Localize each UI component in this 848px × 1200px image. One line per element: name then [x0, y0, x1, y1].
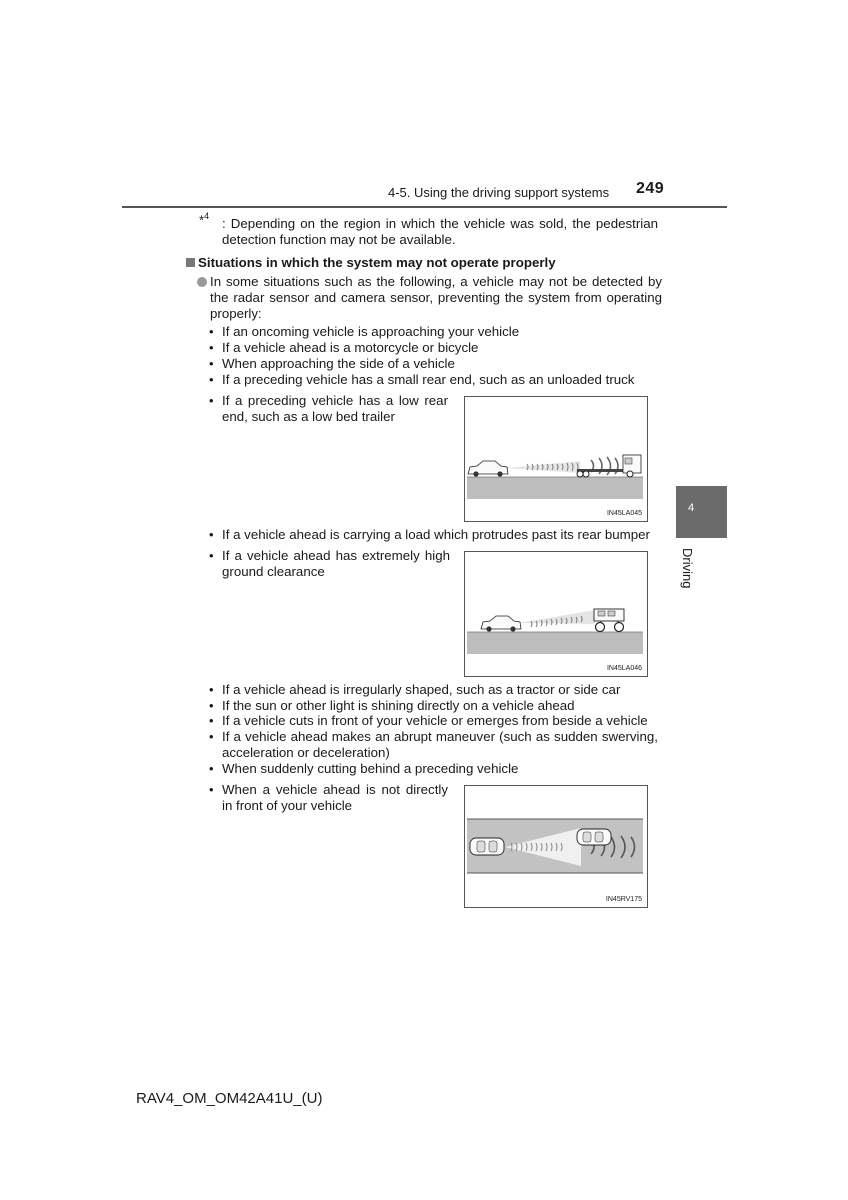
illustration-low-bed-trailer: [464, 396, 648, 522]
list-item: If a vehicle ahead is irregularly shaped, such as a tractor or side car: [222, 682, 621, 697]
list-item: If the sun or other light is shining directly on a vehicle ahead: [222, 698, 575, 713]
figure-code: IN45LA045: [606, 510, 642, 517]
bullet-dot-icon: •: [209, 761, 214, 776]
list-item: If a vehicle ahead has extremely high ground clearance: [222, 548, 450, 579]
bullet-dot-icon: •: [209, 698, 214, 713]
bullet-dot-icon: •: [209, 713, 214, 728]
document-code-footer: RAV4_OM_OM42A41U_(U): [136, 1090, 323, 1107]
footnote-marker: *$^4$: [199, 211, 210, 228]
page-number: 249: [636, 180, 665, 197]
intro-paragraph: In some situations such as the following, a vehicle may not be detected by the radar sensor and camera sensor, preventing the system from operating properly:: [210, 274, 662, 321]
bullet-dot-icon: •: [209, 324, 214, 339]
list-item: If a vehicle ahead is carrying a load which protrudes past its rear bumper: [222, 527, 650, 542]
square-bullet-icon: [186, 258, 195, 267]
offset-vehicle-illustration: [465, 786, 647, 907]
section-title-text: Situations in which the system may not operate properly: [198, 255, 556, 270]
list-item: If a vehicle ahead is a motorcycle or bicycle: [222, 340, 479, 355]
circle-bullet-icon: [197, 277, 207, 287]
bullet-dot-icon: •: [209, 340, 214, 355]
illustration-high-clearance-vehicle: [464, 551, 648, 677]
list-item: If a preceding vehicle has a small rear end, such as an unloaded truck: [222, 372, 635, 387]
section-title: [186, 255, 556, 271]
bullet-dot-icon: •: [209, 548, 214, 563]
list-item: When approaching the side of a vehicle: [222, 356, 455, 371]
list-item: If an oncoming vehicle is approaching your vehicle: [222, 324, 520, 339]
list-item: When a vehicle ahead is not directly in front of your vehicle: [222, 782, 448, 813]
list-item: If a preceding vehicle has a low rear end, such as a low bed trailer: [222, 393, 448, 424]
footnote-number: 4: [204, 211, 210, 221]
list-item: When suddenly cutting behind a preceding vehicle: [222, 761, 519, 776]
bullet-dot-icon: •: [209, 682, 214, 697]
footnote-text: : Depending on the region in which the vehicle was sold, the pedestrian detection function may not be available.: [222, 216, 658, 247]
figure-code: IN45LA046: [606, 665, 642, 672]
bullet-dot-icon: •: [209, 729, 214, 744]
bullet-dot-icon: •: [209, 356, 214, 371]
header-rule: [122, 206, 727, 208]
chapter-tab-number: 4: [687, 502, 695, 514]
chapter-tab-label: Driving: [680, 548, 695, 589]
figure-code: IN45RV175: [605, 896, 642, 903]
bullet-dot-icon: •: [209, 782, 214, 797]
list-item: If a vehicle ahead makes an abrupt maneuver (such as sudden swerving, acceleration or deceleration): [222, 729, 658, 760]
bullet-dot-icon: •: [209, 372, 214, 387]
bullet-dot-icon: •: [209, 393, 214, 408]
list-item: If a vehicle cuts in front of your vehicle or emerges from beside a vehicle: [222, 713, 648, 728]
illustration-offset-vehicle: [464, 785, 648, 908]
high-clearance-illustration: [465, 552, 647, 676]
low-bed-trailer-illustration: [465, 397, 647, 521]
header-section-title: 4-5. Using the driving support systems: [388, 185, 610, 200]
bullet-dot-icon: •: [209, 527, 214, 542]
